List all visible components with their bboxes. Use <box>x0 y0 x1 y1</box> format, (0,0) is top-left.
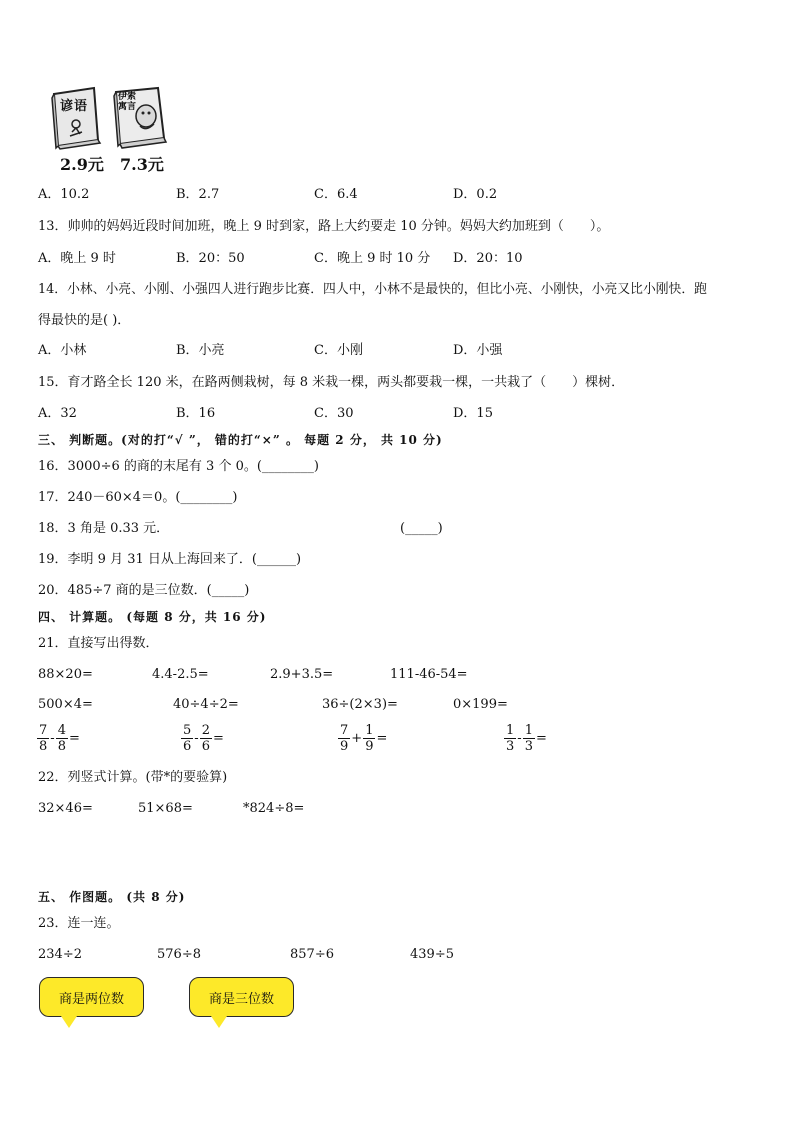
q14-option-c: C．小刚 <box>314 343 363 358</box>
q17-text: 17．240－60×4＝0。(________) <box>38 490 238 505</box>
q23-text: 23．连一连。 <box>38 916 120 931</box>
q13-option-d: D．20：10 <box>453 251 523 266</box>
fraction-expression-2: 5 6 - $\frac{2}{6}$ = <box>183 723 224 754</box>
q22-item2: 51×68= <box>138 801 193 816</box>
q19-text: 19．李明 9 月 31 日从上海回来了．(______) <box>38 552 302 567</box>
book-aesop-title: 伊索 寓言 <box>118 92 137 112</box>
calc-row2-item1: 500×4= <box>38 697 93 712</box>
q13-option-c: C．晚上 9 时 10 分 <box>314 251 431 266</box>
calc-row1-item4: 111-46-54= <box>390 667 468 682</box>
bubble-three-digit-tail <box>211 1016 227 1028</box>
calc-row1-item1: 88×20= <box>38 667 93 682</box>
calc-row2-item2: 40÷4÷2= <box>173 697 239 712</box>
section3-header: 三、 判断题。(对的打“√ ”， 错的打“×” 。 每题 2 分， 共 10 分) <box>38 433 443 447</box>
bubble-three-digit-quotient[interactable] <box>189 977 294 1017</box>
fraction-expression-1: 7 8 - $\frac{4}{8}$ = <box>39 723 80 754</box>
q12-option-a: A．10.2 <box>38 187 90 202</box>
q15-text: 15．育才路全长 120 米，在路两侧栽树，每 8 米栽一棵，两头都要栽一棵，一共栽了（ ）棵树． <box>38 375 625 390</box>
q15-option-c: C．30 <box>314 406 354 421</box>
q14-option-a: A．小林 <box>38 343 87 358</box>
q12-option-d: D．0.2 <box>453 187 498 202</box>
q16-text: 16．3000÷6 的商的末尾有 3 个 0。(________) <box>38 459 320 474</box>
q14-text-line1: 14．小林、小亮、小刚、小强四人进行跑步比赛．四人中，小林不是最快的，但比小亮、小刚快，小亮又比小刚快．跑 <box>38 282 707 297</box>
q22-text: 22．列竖式计算。(带*的要验算) <box>38 770 228 785</box>
q22-item1: 32×46= <box>38 801 93 816</box>
q12-option-b: B．2.7 <box>176 187 220 202</box>
q13-option-b: B．20：50 <box>176 251 245 266</box>
bubble-two-digit-tail <box>61 1016 77 1028</box>
q15-option-d: D．15 <box>453 406 493 421</box>
fraction-expression-3: 7 9 + $\frac{1}{9}$ = <box>340 723 388 754</box>
q18-blank[interactable]: (_____) <box>400 521 443 536</box>
division-2[interactable]: 576÷8 <box>157 947 201 962</box>
book-proverbs-price: 2.9元 <box>60 155 104 174</box>
q22-item3: *824÷8= <box>243 801 305 816</box>
division-4[interactable]: 439÷5 <box>410 947 454 962</box>
q15-option-a: A．32 <box>38 406 77 421</box>
book-proverbs-title: 谚语 <box>60 99 89 114</box>
calc-row2-item3: 36÷(2×3)= <box>322 697 398 712</box>
calc-row1-item2: 4.4-2.5= <box>152 667 209 682</box>
q13-option-a: A．晚上 9 时 <box>38 251 116 266</box>
bubble-three-digit-label: 商是三位数 <box>208 991 274 1007</box>
q14-option-d: D．小强 <box>453 343 503 358</box>
q14-text-line2: 得最快的是( )． <box>38 313 131 328</box>
bubble-two-digit-quotient[interactable] <box>39 977 144 1017</box>
section4-header: 四、 计算题。 (每题 8 分，共 16 分) <box>38 610 267 624</box>
q13-text: 13．帅帅的妈妈近段时间加班，晚上 9 时到家，路上大约要走 10 分钟。妈妈大约加班到（ ）。 <box>38 219 610 234</box>
division-1[interactable]: 234÷2 <box>38 947 82 962</box>
q15-option-b: B．16 <box>176 406 216 421</box>
fraction-expression-4: 1 3 - $\frac{1}{3}$ = <box>506 723 547 754</box>
q20-text: 20．485÷7 商的是三位数．(_____) <box>38 583 250 598</box>
section5-header: 五、 作图题。 (共 8 分) <box>38 890 186 904</box>
book-aesop-price: 7.3元 <box>120 155 164 174</box>
division-3[interactable]: 857÷6 <box>290 947 334 962</box>
bubble-two-digit-label: 商是两位数 <box>58 991 124 1007</box>
q18-text: 18．3 角是 0.33 元． <box>38 521 170 536</box>
q12-option-c: C．6.4 <box>314 187 358 202</box>
calc-row1-item3: 2.9+3.5= <box>270 667 334 682</box>
q14-option-b: B．小亮 <box>176 343 225 358</box>
calc-row2-item4: 0×199= <box>453 697 508 712</box>
q21-text: 21．直接写出得数． <box>38 636 159 651</box>
